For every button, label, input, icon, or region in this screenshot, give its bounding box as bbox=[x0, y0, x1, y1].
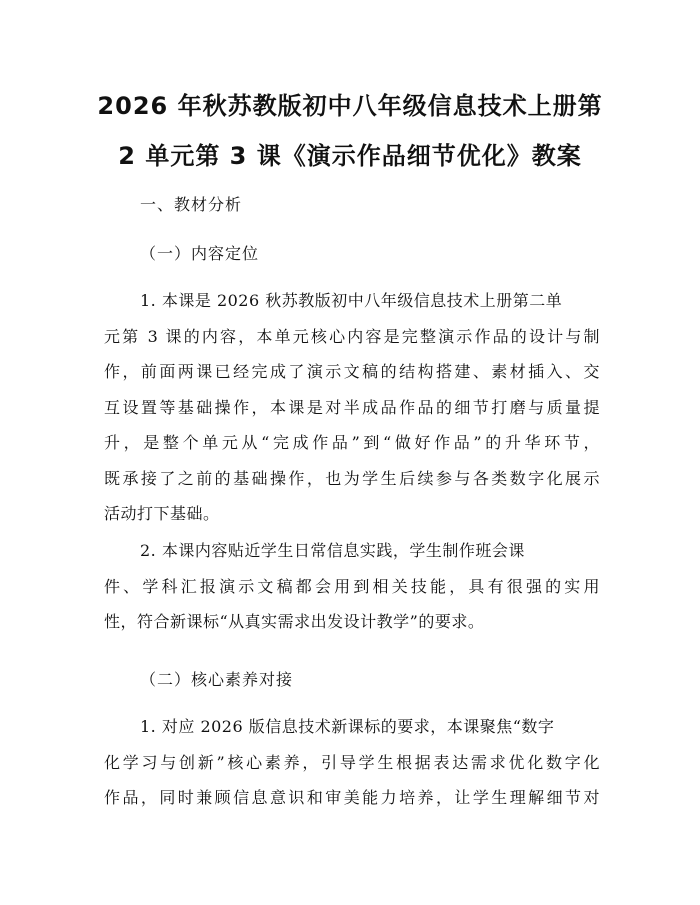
paragraph-1-line: 活动打下基础。 bbox=[104, 504, 220, 523]
document-title-line-1: 2026 年秋苏教版初中八年级信息技术上册第 bbox=[97, 92, 603, 120]
paragraph-2 bbox=[104, 533, 600, 640]
subsection-heading-core-literacy: （二）核心素养对接 bbox=[140, 670, 294, 689]
paragraph-1-line: 元第 3 课的内容，本单元核心内容是完整演示作品的设计与制 bbox=[104, 326, 600, 346]
paragraph-2-line: 性，符合新课标“从真实需求出发设计教学”的要求。 bbox=[104, 612, 485, 631]
paragraph-2-line: 件、学科汇报演示文稿都会用到相关技能，具有很强的实用 bbox=[104, 576, 600, 596]
paragraph-1 bbox=[104, 283, 600, 532]
paragraph-1-line: 互设置等基础操作，本课是对半成品作品的细节打磨与质量提 bbox=[104, 397, 600, 417]
paragraph-1-line: 1. 本课是 2026 秋苏教版初中八年级信息技术上册第二单 bbox=[140, 291, 563, 310]
paragraph-3 bbox=[104, 709, 600, 816]
paragraph-3-line: 化学习与创新”核心素养，引导学生根据表达需求优化数字化 bbox=[104, 752, 600, 772]
paragraph-1-line: 升，是整个单元从“完成作品”到“做好作品”的升华环节， bbox=[104, 433, 600, 452]
paragraph-2-line: 2. 本课内容贴近学生日常信息实践，学生制作班会课 bbox=[140, 541, 525, 560]
document-title-line-2: 2 单元第 3 课《演示作品细节优化》教案 bbox=[118, 142, 582, 170]
subsection-heading-content-positioning: （一）内容定位 bbox=[140, 244, 260, 263]
paragraph-3-line: 作品，同时兼顾信息意识和审美能力培养，让学生理解细节对 bbox=[104, 788, 600, 807]
section-heading-textbook-analysis: 一、教材分析 bbox=[140, 195, 243, 214]
paragraph-3-line: 1. 对应 2026 版信息技术新课标的要求，本课聚焦“数字 bbox=[140, 717, 555, 736]
paragraph-1-line: 既承接了之前的基础操作，也为学生后续参与各类数字化展示 bbox=[104, 468, 600, 488]
paragraph-1-line: 作，前面两课已经完成了演示文稿的结构搭建、素材插入、交 bbox=[104, 362, 600, 381]
